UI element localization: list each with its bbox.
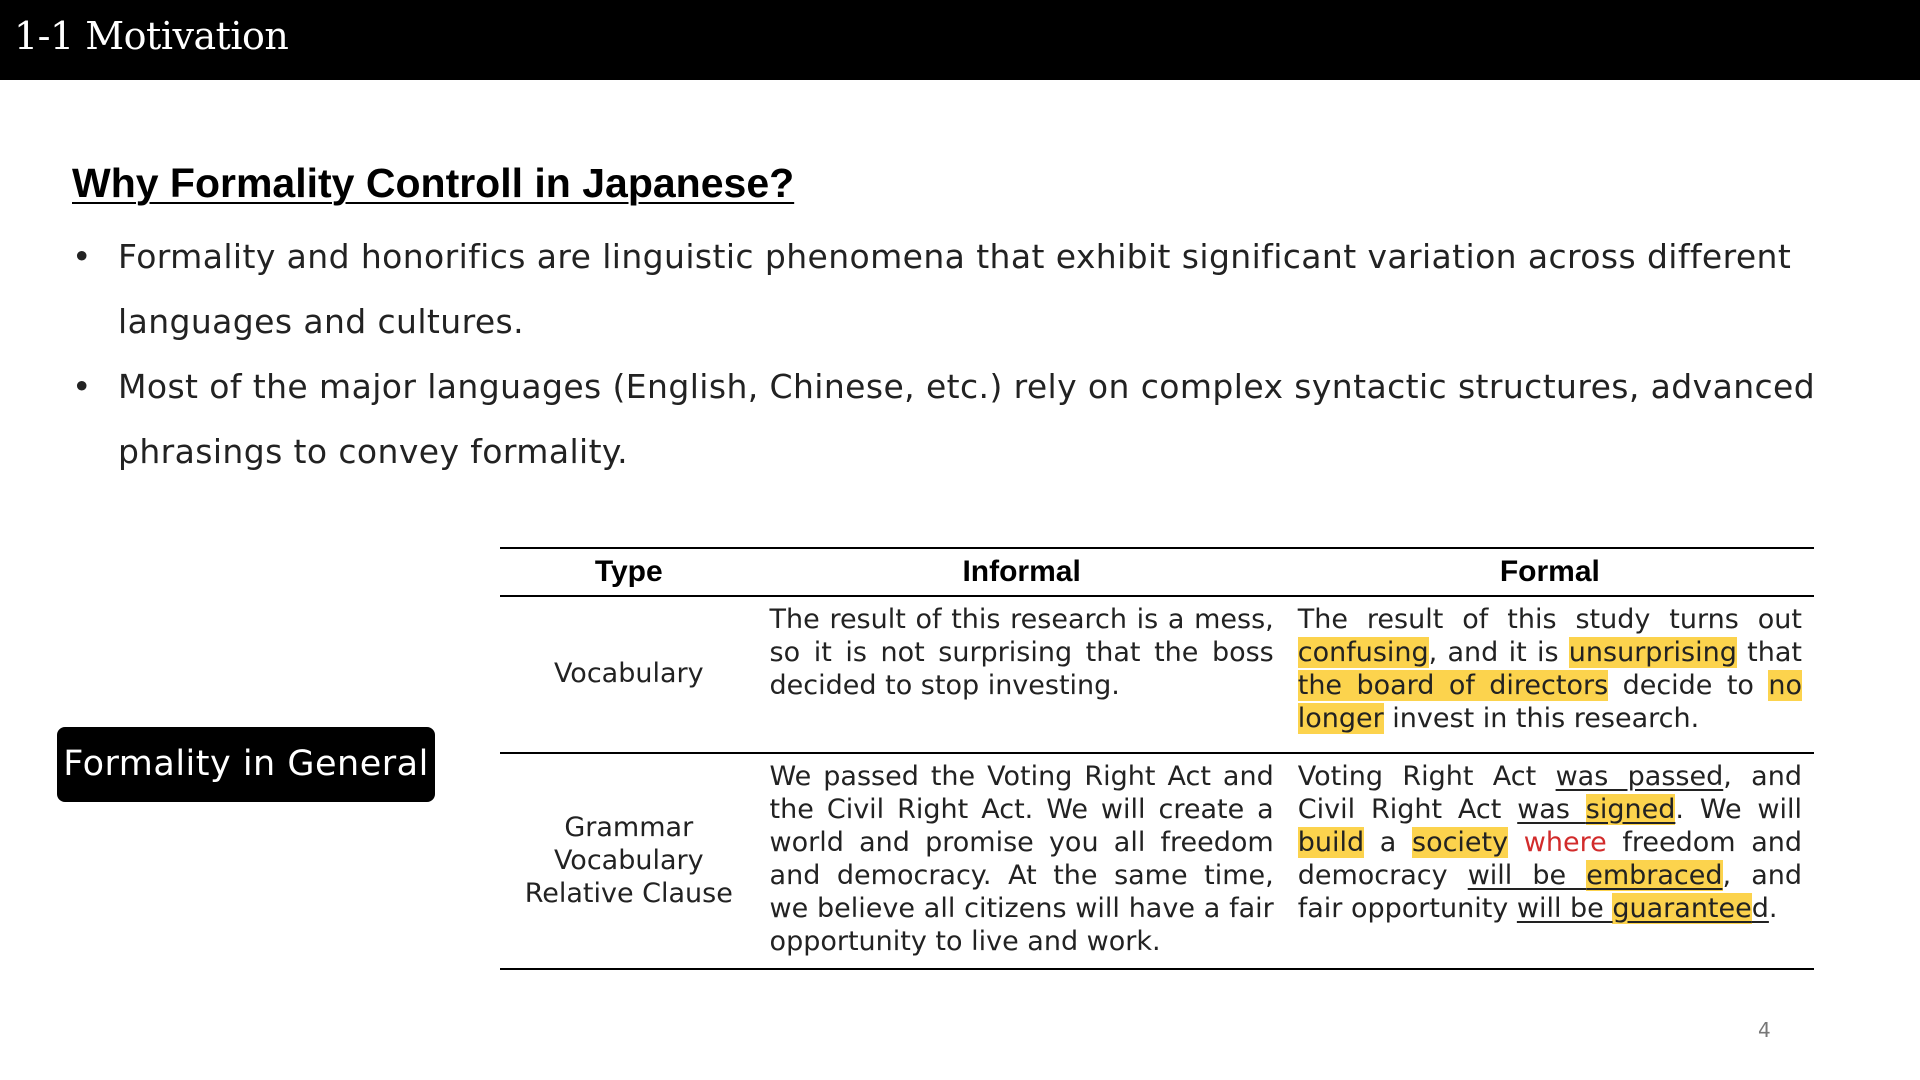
bullet-text: Formality and honorifics are linguistic phenomena that exhibit significant variation across different languages and cultures.	[118, 237, 1792, 341]
formal-text: Voting Right Act	[1297, 761, 1556, 792]
underlined-phrase	[1517, 794, 1675, 825]
formal-text: , and it is	[1428, 637, 1569, 668]
highlighted-word: embraced	[1586, 860, 1723, 891]
table-header-row	[500, 548, 1814, 596]
formal-text: was	[1517, 794, 1586, 825]
formal-text: , and fair opportunity	[1297, 860, 1802, 924]
section-title: 1-1 Motivation	[14, 14, 289, 58]
informal-cell: The result of this research is a mess, so it is not surprising that the boss decided to stop investing.	[758, 596, 1286, 753]
formality-badge: Formality in General	[57, 727, 435, 802]
informal-cell: We passed the Voting Right Act and the Civil Right Act. We will create a world and promise you all freedom and democracy. At the same time, we believe all citizens will have a fair opportunity to live and work.	[758, 753, 1286, 969]
highlighted-word: unsurprising	[1568, 637, 1737, 668]
title-bar	[0, 0, 1920, 80]
formal-cell	[1286, 596, 1814, 753]
formal-text: d	[1751, 893, 1769, 924]
relative-clause-word: where	[1523, 827, 1607, 858]
underlined-phrase	[1468, 860, 1723, 891]
formal-text: . We will	[1675, 794, 1803, 825]
formal-cell	[1286, 753, 1814, 969]
type-cell	[500, 753, 758, 969]
bullet-text: Most of the major languages (English, Chinese, etc.) rely on complex syntactic structures, advanced phrasings to convey formality.	[118, 367, 1816, 471]
table-row	[500, 753, 1814, 969]
type-label: Relative Clause	[524, 877, 733, 909]
type-label: Vocabulary	[553, 658, 704, 689]
header-type: Type	[500, 548, 758, 596]
bullet-item	[72, 224, 1832, 354]
formal-text	[1508, 827, 1524, 858]
formal-text: .	[1768, 893, 1778, 924]
formal-text: will be	[1467, 860, 1587, 891]
underlined-phrase: was passed	[1555, 761, 1724, 792]
highlighted-word: confusing	[1297, 637, 1429, 668]
bullet-icon: •	[72, 237, 92, 276]
type-cell	[500, 596, 758, 753]
type-label: Grammar	[564, 811, 694, 843]
formal-text: will be	[1516, 893, 1613, 924]
highlighted-word: the board of directors	[1297, 670, 1609, 701]
bullet-item	[72, 354, 1832, 484]
underlined-phrase	[1517, 893, 1769, 924]
bullet-icon: •	[72, 367, 92, 406]
header-formal: Formal	[1286, 548, 1814, 596]
page-number: 4	[1758, 1018, 1771, 1042]
highlighted-word: build	[1297, 827, 1365, 858]
formal-text: The result of this study turns out	[1297, 604, 1802, 635]
header-informal: Informal	[758, 548, 1286, 596]
highlighted-word: society	[1412, 827, 1509, 858]
formal-text: invest in this research.	[1383, 703, 1700, 734]
highlighted-word: signed	[1585, 794, 1676, 825]
bullet-list	[72, 224, 1832, 484]
slide-heading: Why Formality Controll in Japanese?	[72, 160, 795, 206]
highlighted-word: no longer	[1297, 670, 1802, 734]
formal-text: , and Civil Right Act	[1297, 761, 1802, 825]
table-row	[500, 596, 1814, 753]
formal-text: decide to	[1608, 670, 1769, 701]
formal-text: a	[1364, 827, 1412, 858]
formality-table	[500, 547, 1814, 970]
formal-text: freedom and democracy	[1297, 827, 1802, 891]
formal-text: that	[1736, 637, 1802, 668]
highlighted-word: guarantee	[1612, 893, 1752, 924]
type-label: Vocabulary	[553, 844, 704, 876]
